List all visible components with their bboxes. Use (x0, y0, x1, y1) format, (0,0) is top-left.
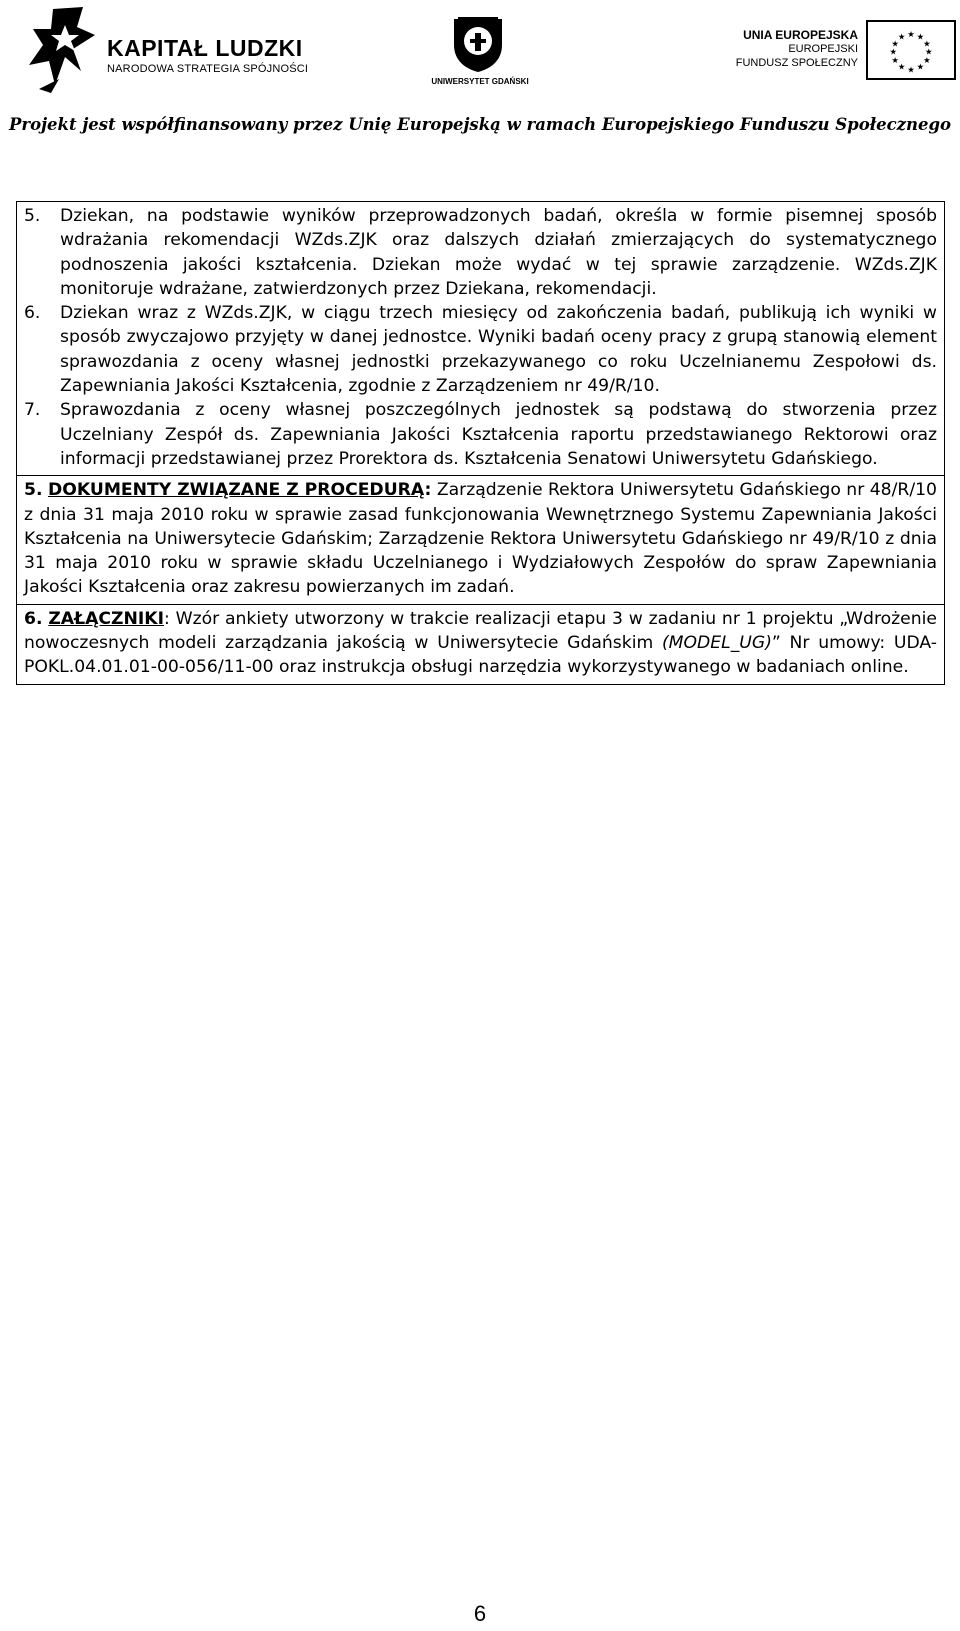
list-item (24, 301, 937, 398)
section-italic-text: (MODEL_UG) (661, 633, 772, 654)
kapital-ludzki-emblem-icon (25, 5, 105, 93)
university-name: UNIWERSYTET GDAŃSKI (431, 77, 529, 86)
item-number: 5. (24, 206, 41, 226)
procedure-table (16, 201, 945, 685)
kapital-ludzki-title: KAPITAŁ LUDZKI (107, 35, 303, 61)
section-number: 6. (24, 608, 43, 629)
eu-fund-label-1: EUROPEJSKI (788, 43, 858, 55)
svg-text:★: ★ (916, 61, 925, 72)
item-text: Sprawozdania z oceny własnej poszczególnych jednostek są podstawą do stworzenia przez Uczelniany Zespół ds. Zapewniania Jakości Kształcenia raportu przedstawianego Rektorowi oraz informacji przedstawianej przez Prorektora ds. Kształcenia Senatowi Uniwersytetu Gdańskiego. (60, 400, 937, 469)
list-item (24, 398, 937, 471)
page-number: 6 (473, 1601, 487, 1626)
section-colon: : (424, 480, 432, 501)
section-heading: ZAŁĄCZNIKI (48, 608, 164, 629)
svg-text:★: ★ (923, 55, 931, 66)
table-cell-attachments (17, 604, 945, 684)
table-row (17, 476, 945, 604)
eu-union-label: UNIA EUROPEJSKA (743, 28, 858, 42)
section-text: Zarządzenie Rektora Uniwersytetu Gdańskiego nr 48/R/10 z dnia 31 maja 2010 roku w sprawie zasad funkcjonowania Wewnętrznego Systemu Zapewniania Jakości Kształcenia na Uniwersytecie Gdańskim; Zarządzenie Rektora Uniwersytetu Gdańskiego nr 49/R/10 z dnia 31 maja 2010 roku w sprawie składu Uczelnianego i Wydziałowych Zespołów do spraw Zapewniania Jakości Kształcenia oraz zakresu powierzanych im zadań. (24, 480, 937, 598)
svg-text:★: ★ (891, 38, 899, 49)
eu-flag-icon (866, 20, 956, 80)
section-text-a: : Wzór ankiety utworzony w trakcie realizacji etapu 3 w zadaniu nr 1 projektu „Wdrożenie nowoczesnych modeli zarządzania jakością w Uniwersytecie Gdańskim (24, 608, 938, 654)
svg-text:★: ★ (891, 55, 899, 66)
table-cell-items (17, 202, 945, 476)
cofinancing-statement: Projekt jest współfinansowany przez Unię Europejską w ramach Europejskiego Funduszu Społecznego (8, 115, 952, 134)
section-number: 5. (24, 480, 43, 501)
svg-text:★: ★ (897, 61, 906, 72)
section-heading: DOKUMENTY ZWIĄZANE Z PROCEDURĄ (47, 480, 425, 501)
item-text: Dziekan wraz z WZds.ZJK, w ciągu trzech miesięcy od zakończenia badań, publikują ich wyniki w sposób zwyczajowo przyjęty w danej jednostce. Wyniki badań oceny pracy z grupą stanowią element sprawozdania z oceny własnej jednostki przekazywanego co roku Uczelnianemu Zespołowi ds. Zapewniania Jakości Kształcenia, zgodnie z Zarządzeniem nr 49/R/10. (60, 303, 937, 397)
kapital-ludzki-logo (25, 5, 325, 95)
eu-fund-text (700, 28, 858, 70)
table-row (17, 604, 945, 684)
section-text-b: ” Nr umowy: UDA-POKL.04.01.01-00-056/11-00 oraz instrukcja obsługi narzędzia wykorzystywanego w badaniach online. (24, 633, 937, 678)
svg-text:★: ★ (916, 31, 925, 42)
svg-text:★: ★ (889, 46, 898, 57)
svg-text:★: ★ (923, 38, 931, 49)
page-header (0, 0, 960, 134)
svg-text:★: ★ (924, 46, 933, 57)
item-number: 7. (24, 400, 41, 421)
documents-section (24, 478, 937, 599)
kapital-ludzki-subtitle: NARODOWA STRATEGIA SPÓJNOŚCI (107, 63, 309, 75)
attachments-section (24, 607, 937, 680)
table-row (17, 202, 945, 476)
eu-fund-label-2: FUNDUSZ SPOŁECZNY (735, 57, 858, 69)
table-cell-documents (17, 476, 945, 604)
item-text: Dziekan, na podstawie wyników przeprowadzonych badań, określa w formie pisemnej sposób wdrażania rekomendacji WZds.ZJK oraz dalszych działań zmierzających do systematycznego podnoszenia jakości kształcenia. Dziekan może wydać w tej sprawie zarządzenie. WZds.ZJK monitoruje wdrażane, zatwierdzonych przez Dziekana, rekomendacji. (60, 206, 937, 299)
university-emblem-icon (448, 15, 508, 73)
svg-text:★: ★ (907, 28, 915, 39)
list-item (24, 204, 937, 301)
university-logo (430, 15, 540, 95)
svg-text:★: ★ (907, 64, 915, 75)
item-number: 6. (24, 303, 41, 324)
svg-text:★: ★ (897, 31, 906, 42)
